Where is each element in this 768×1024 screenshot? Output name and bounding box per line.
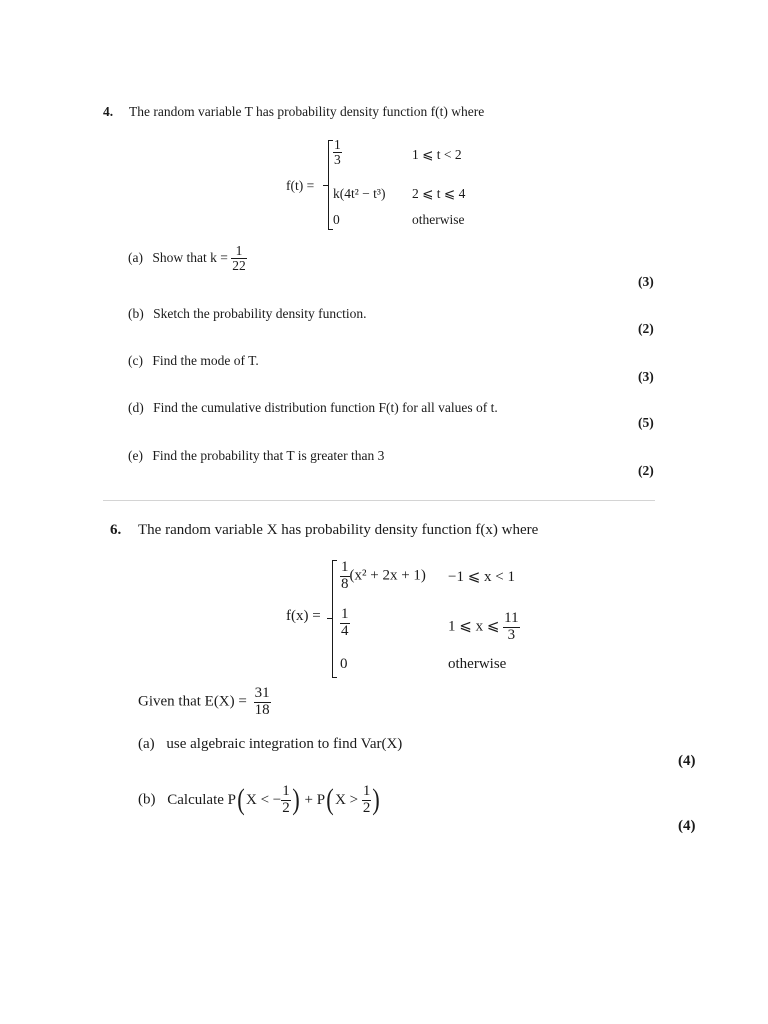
part-c (128, 353, 259, 369)
part-marks: (3) (638, 369, 654, 384)
part-b (128, 306, 366, 322)
part-marks: (2) (638, 463, 654, 478)
case-2-expression: k(4t² − t³) (333, 186, 386, 201)
part-text: use algebraic integration to find Var(X) (166, 736, 403, 752)
case-3-condition: otherwise (412, 212, 465, 227)
case-3-expression: 0 (333, 212, 340, 227)
part-label: (b) (128, 306, 144, 321)
question-intro: The random variable T has probability density function f(t) where (129, 104, 485, 119)
part-text: Show that k = (152, 249, 228, 265)
part-marks: (5) (638, 415, 654, 430)
part-a (138, 736, 402, 753)
section-divider (103, 500, 655, 501)
part-text: Sketch the probability density function. (153, 306, 367, 321)
case-2-condition: 2 ⩽ t ⩽ 4 (412, 186, 466, 201)
function-label: f(t) = (286, 178, 315, 193)
function-label: f(x) = (286, 608, 321, 624)
part-marks: (3) (638, 274, 654, 289)
part-label: (d) (128, 400, 144, 415)
part-text: Find the probability that T is greater than 3 (152, 448, 385, 463)
part-text: Calculate (167, 791, 224, 808)
case-2-expression: $\frac{1}{4}$ (341, 606, 349, 639)
question-intro: The random variable X has probability density function f(x) where (138, 522, 539, 538)
case-1-expression: $\frac{1}{8}$ (x² + 2x + 1) (341, 559, 426, 592)
case-1-condition: 1 ⩽ t < 2 (412, 147, 462, 162)
part-marks: (4) (678, 753, 696, 769)
part-d (128, 400, 498, 416)
part-text: Find the cumulative distribution function F(t) for all values of t. (153, 400, 498, 415)
question-number: 4. (103, 104, 114, 119)
part-label: (a) (128, 249, 143, 265)
part-label: (a) (138, 736, 155, 752)
part-e (128, 448, 384, 464)
part-fraction: $\frac{1}{22}$ (232, 243, 246, 274)
case-brace (328, 140, 329, 230)
case-3-condition: otherwise (448, 656, 507, 672)
part-label: (c) (128, 353, 143, 368)
part-b: (b) Calculate P(X < − $\frac{1}{2}$ ) + P(X > $\frac{1}{2}$ ) (138, 783, 381, 817)
part-label: (b) (138, 791, 156, 808)
case-3-expression: 0 (340, 656, 348, 672)
part-a (128, 244, 247, 273)
case-2-condition: 1 ⩽ x ⩽ $\frac{11}{3}$ (448, 610, 519, 643)
case-1-condition: −1 ⩽ x < 1 (448, 569, 515, 585)
part-marks: (2) (638, 321, 654, 336)
part-label: (e) (128, 448, 143, 463)
part-marks: (4) (678, 818, 696, 834)
given-statement: Given that E(X) = $\frac{31}{18}$ (138, 685, 270, 718)
question-number: 6. (110, 522, 122, 538)
case-1-expression: $\frac{1}{3}$ (334, 137, 341, 168)
part-text: Find the mode of T. (152, 353, 259, 368)
case-brace (332, 560, 333, 678)
